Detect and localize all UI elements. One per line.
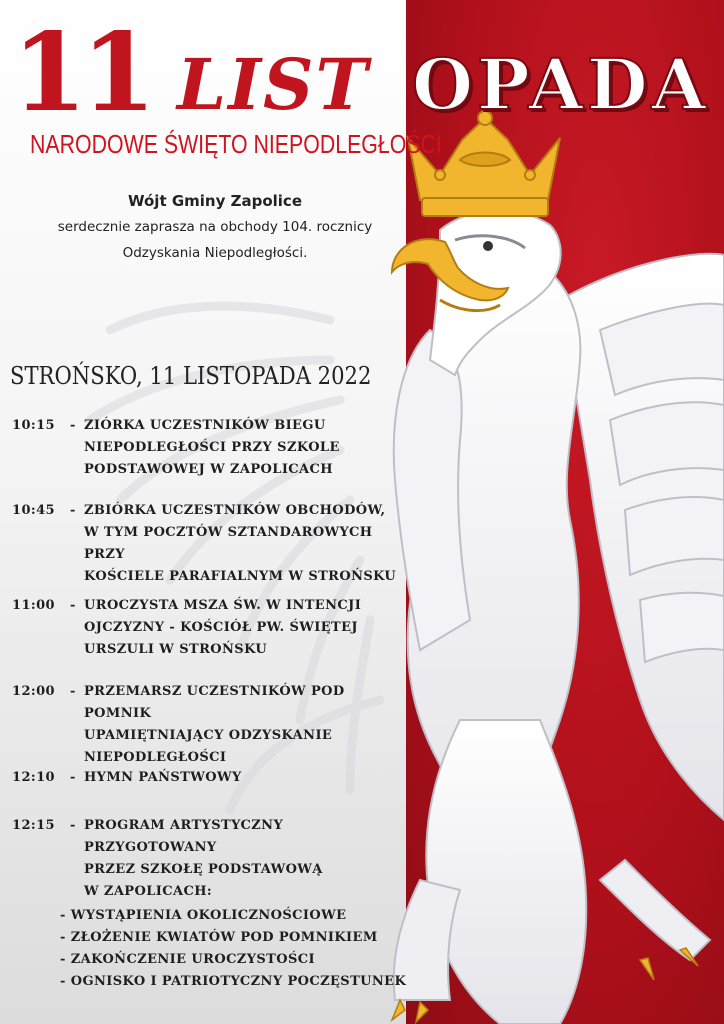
event-line: KOŚCIELE PARAFIALNYM W STROŃSKU	[84, 569, 397, 584]
event-time: 12:10	[12, 770, 55, 785]
event-line: URSZULI W STROŃSKU	[84, 642, 268, 657]
title-part-list: LIST	[177, 43, 370, 126]
event-line: W ZAPOLICACH:	[84, 884, 213, 899]
event-line: NIEPODLEGŁOŚCI PRZY SZKOLE	[84, 440, 340, 455]
event-description	[84, 500, 407, 588]
event-line: HYMN PAŃSTWOWY	[84, 770, 242, 785]
title-part-opada: OPADA	[412, 43, 710, 126]
sub-item: - WYSTĄPIENIA OKOLICZNOŚCIOWE	[60, 908, 347, 923]
event-line: PODSTAWOWEJ W ZAPOLICACH	[84, 462, 333, 477]
sub-item: - OGNISKO I PATRIOTYCZNY POCZĘSTUNEK	[60, 974, 407, 989]
event-line: UPAMIĘTNIAJĄCY ODZYSKANIE	[84, 728, 333, 743]
place-date-heading: STROŃSKO, 11 LISTOPADA 2022	[10, 362, 372, 390]
event-time: 11:00	[12, 598, 55, 613]
event-description	[84, 767, 242, 789]
event-time: 10:45	[12, 503, 55, 518]
schedule-item: 10:15 - ZIÓRKA UCZESTNIKÓW BIEGU NIEPODLEGŁOŚCI PRZY SZKOLE PODSTAWOWEJ W ZAPOLICACH	[12, 415, 340, 481]
schedule-item: 11:00 - UROCZYSTA MSZA ŚW. W INTENCJI OJCZYZNY - KOŚCIÓŁ PW. ŚWIĘTEJ URSZULI W STROŃSKU	[12, 595, 361, 661]
invitation-block	[0, 188, 430, 266]
title-number: 11	[12, 10, 151, 136]
program-sub-items	[60, 905, 406, 993]
event-line: PROGRAM ARTYSTYCZNY PRZYGOTOWANY	[84, 818, 284, 855]
event-line: PRZEMARSZ UCZESTNIKÓW POD POMNIK	[84, 684, 345, 721]
event-line: ZIÓRKA UCZESTNIKÓW BIEGU	[84, 418, 326, 433]
event-description	[84, 681, 407, 769]
right-wing	[560, 254, 724, 820]
schedule-item: 12:00 - PRZEMARSZ UCZESTNIKÓW POD POMNIK UPAMIĘTNIAJĄCY ODZYSKANIE NIEPODLEGŁOŚCI	[12, 681, 407, 769]
event-line: ZBIÓRKA UCZESTNIKÓW OBCHODÓW,	[84, 503, 386, 518]
event-description	[84, 595, 361, 661]
event-description	[84, 415, 340, 481]
schedule-item: 10:45 - ZBIÓRKA UCZESTNIKÓW OBCHODÓW, W TYM POCZTÓW SZTANDAROWYCH PRZY KOŚCIELE PARAFIALNYM W STROŃSKU	[12, 500, 407, 588]
event-line: W TYM POCZTÓW SZTANDAROWYCH PRZY	[84, 525, 373, 562]
host-name: Wójt Gminy Zapolice	[127, 192, 302, 210]
subtitle: NARODOWE ŚWIĘTO NIEPODLEGŁOŚCI	[30, 129, 442, 159]
schedule-item: 12:10 - HYMN PAŃSTWOWY	[12, 767, 242, 789]
left-wing	[394, 330, 470, 650]
event-line: NIEPODLEGŁOŚCI	[84, 750, 227, 765]
event-line: PRZEZ SZKOŁĘ PODSTAWOWĄ	[84, 862, 323, 877]
sub-item: - ZŁOŻENIE KWIATÓW POD POMNIKIEM	[60, 930, 378, 945]
event-line: OJCZYZNY - KOŚCIÓŁ PW. ŚWIĘTEJ	[84, 620, 358, 635]
event-time: 10:15	[12, 418, 55, 433]
sub-item: - ZAKOŃCZENIE UROCZYSTOŚCI	[60, 952, 315, 967]
event-line: UROCZYSTA MSZA ŚW. W INTENCJI	[84, 598, 362, 613]
invitation-line-1: serdecznie zaprasza na obchody 104. rocznicy	[57, 219, 373, 235]
event-description	[84, 815, 407, 903]
event-time: 12:15	[12, 818, 55, 833]
invitation-line-2: Odzyskania Niepodległości.	[122, 245, 308, 261]
event-time: 12:00	[12, 684, 55, 699]
schedule-item: 12:15 - PROGRAM ARTYSTYCZNY PRZYGOTOWANY PRZEZ SZKOŁĘ PODSTAWOWĄ W ZAPOLICACH:	[12, 815, 407, 903]
